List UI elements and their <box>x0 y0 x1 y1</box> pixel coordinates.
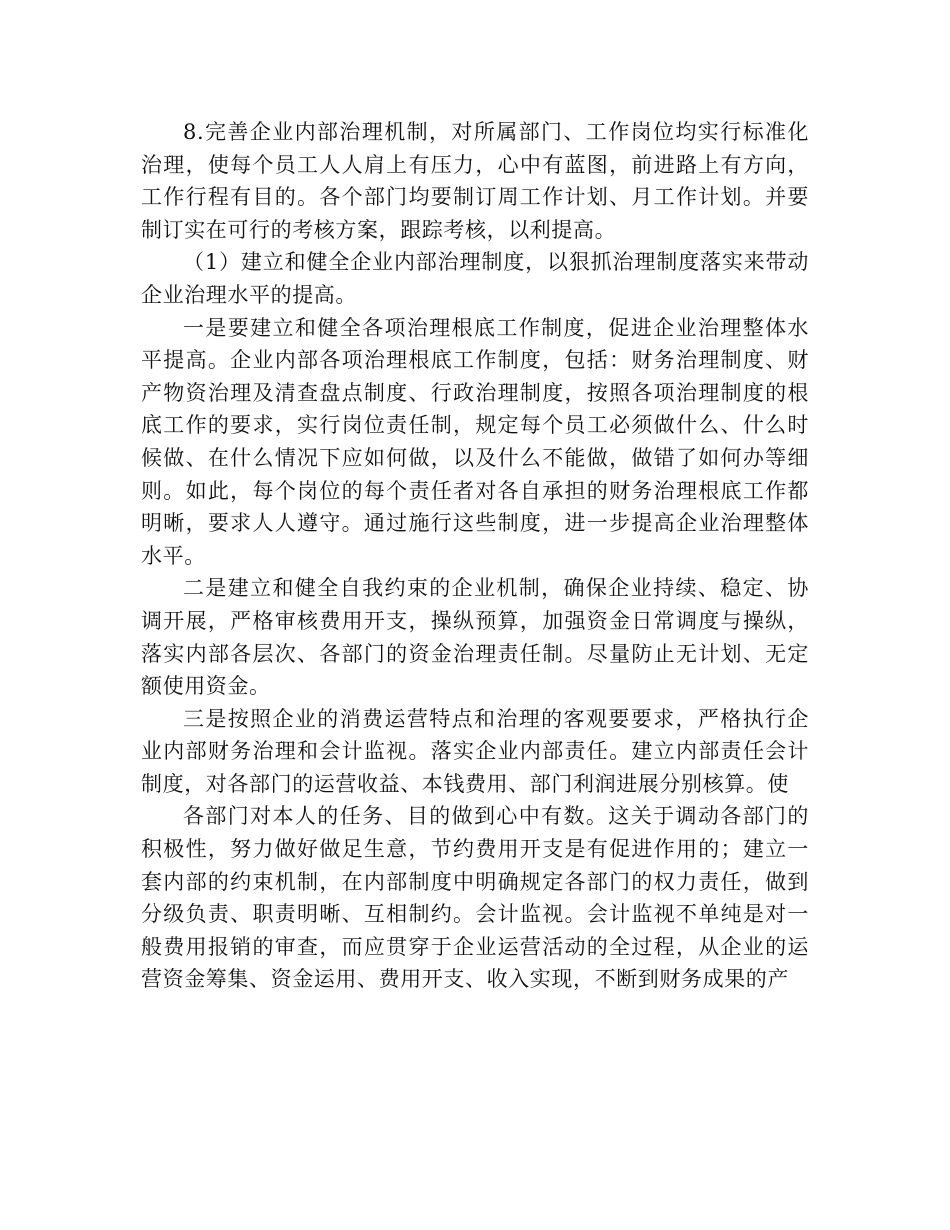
paragraph-6: 各部门对本人的任务、目的做到心中有数。这关于调动各部门的积极性，努力做好做足生意，节约费用开支是有促进作用的；建立一套内部的约束机制，在内部制度中明确规定各部门的权力责任，做到分级负责、职责明晰、互相制约。会计监视。会计监视不单纯是对一般费用报销的审查，而应贯穿于企业运营活动的全过程，从企业的运营资金筹集、资金运用、费用开支、收入实现，不断到财务成果的产 <box>141 804 809 992</box>
paragraph-2: （1）建立和健全企业内部治理制度，以狠抓治理制度落实来带动企业治理水平的提高。 <box>141 250 809 307</box>
paragraph-3: 一是要建立和健全各项治理根底工作制度，促进企业治理整体水平提高。企业内部各项治理根底工作制度，包括：财务治理制度、财产物资治理及清查盘点制度、行政治理制度，按照各项治理制度的根底工作的要求，实行岗位责任制，规定每个员工必须做什么、什么时候做、在什么情况下应如何做，以及什么不能做，做错了如何办等细则。如此，每个岗位的每个责任者对各自承担的财务治理根底工作都明晰，要求人人遵守。通过施行这些制度，进一步提高企业治理整体水平。 <box>141 315 809 568</box>
paragraph-4: 二是建立和健全自我约束的企业机制，确保企业持续、稳定、协调开展，严格审核费用开支，操纵预算，加强资金日常调度与操纵，落实内部各层次、各部门的资金治理责任制。尽量防止无计划、无定额使用资金。 <box>141 576 809 699</box>
document-body <box>141 116 809 996</box>
paragraph-1: 8.完善企业内部治理机制，对所属部门、工作岗位均实行标准化治理，使每个员工人人肩上有压力，心中有蓝图，前进路上有方向，工作行程有目的。各个部门均要制订周工作计划、月工作计划。并要制订实在可行的考核方案，跟踪考核，以利提高。 <box>141 120 809 242</box>
paragraph-5: 三是按照企业的消费运营特点和治理的客观要要求，严格执行企业内部财务治理和会计监视。落实企业内部责任。建立内部责任会计制度，对各部门的运营收益、本钱费用、部门利润进展分别核算。使 <box>141 706 809 796</box>
